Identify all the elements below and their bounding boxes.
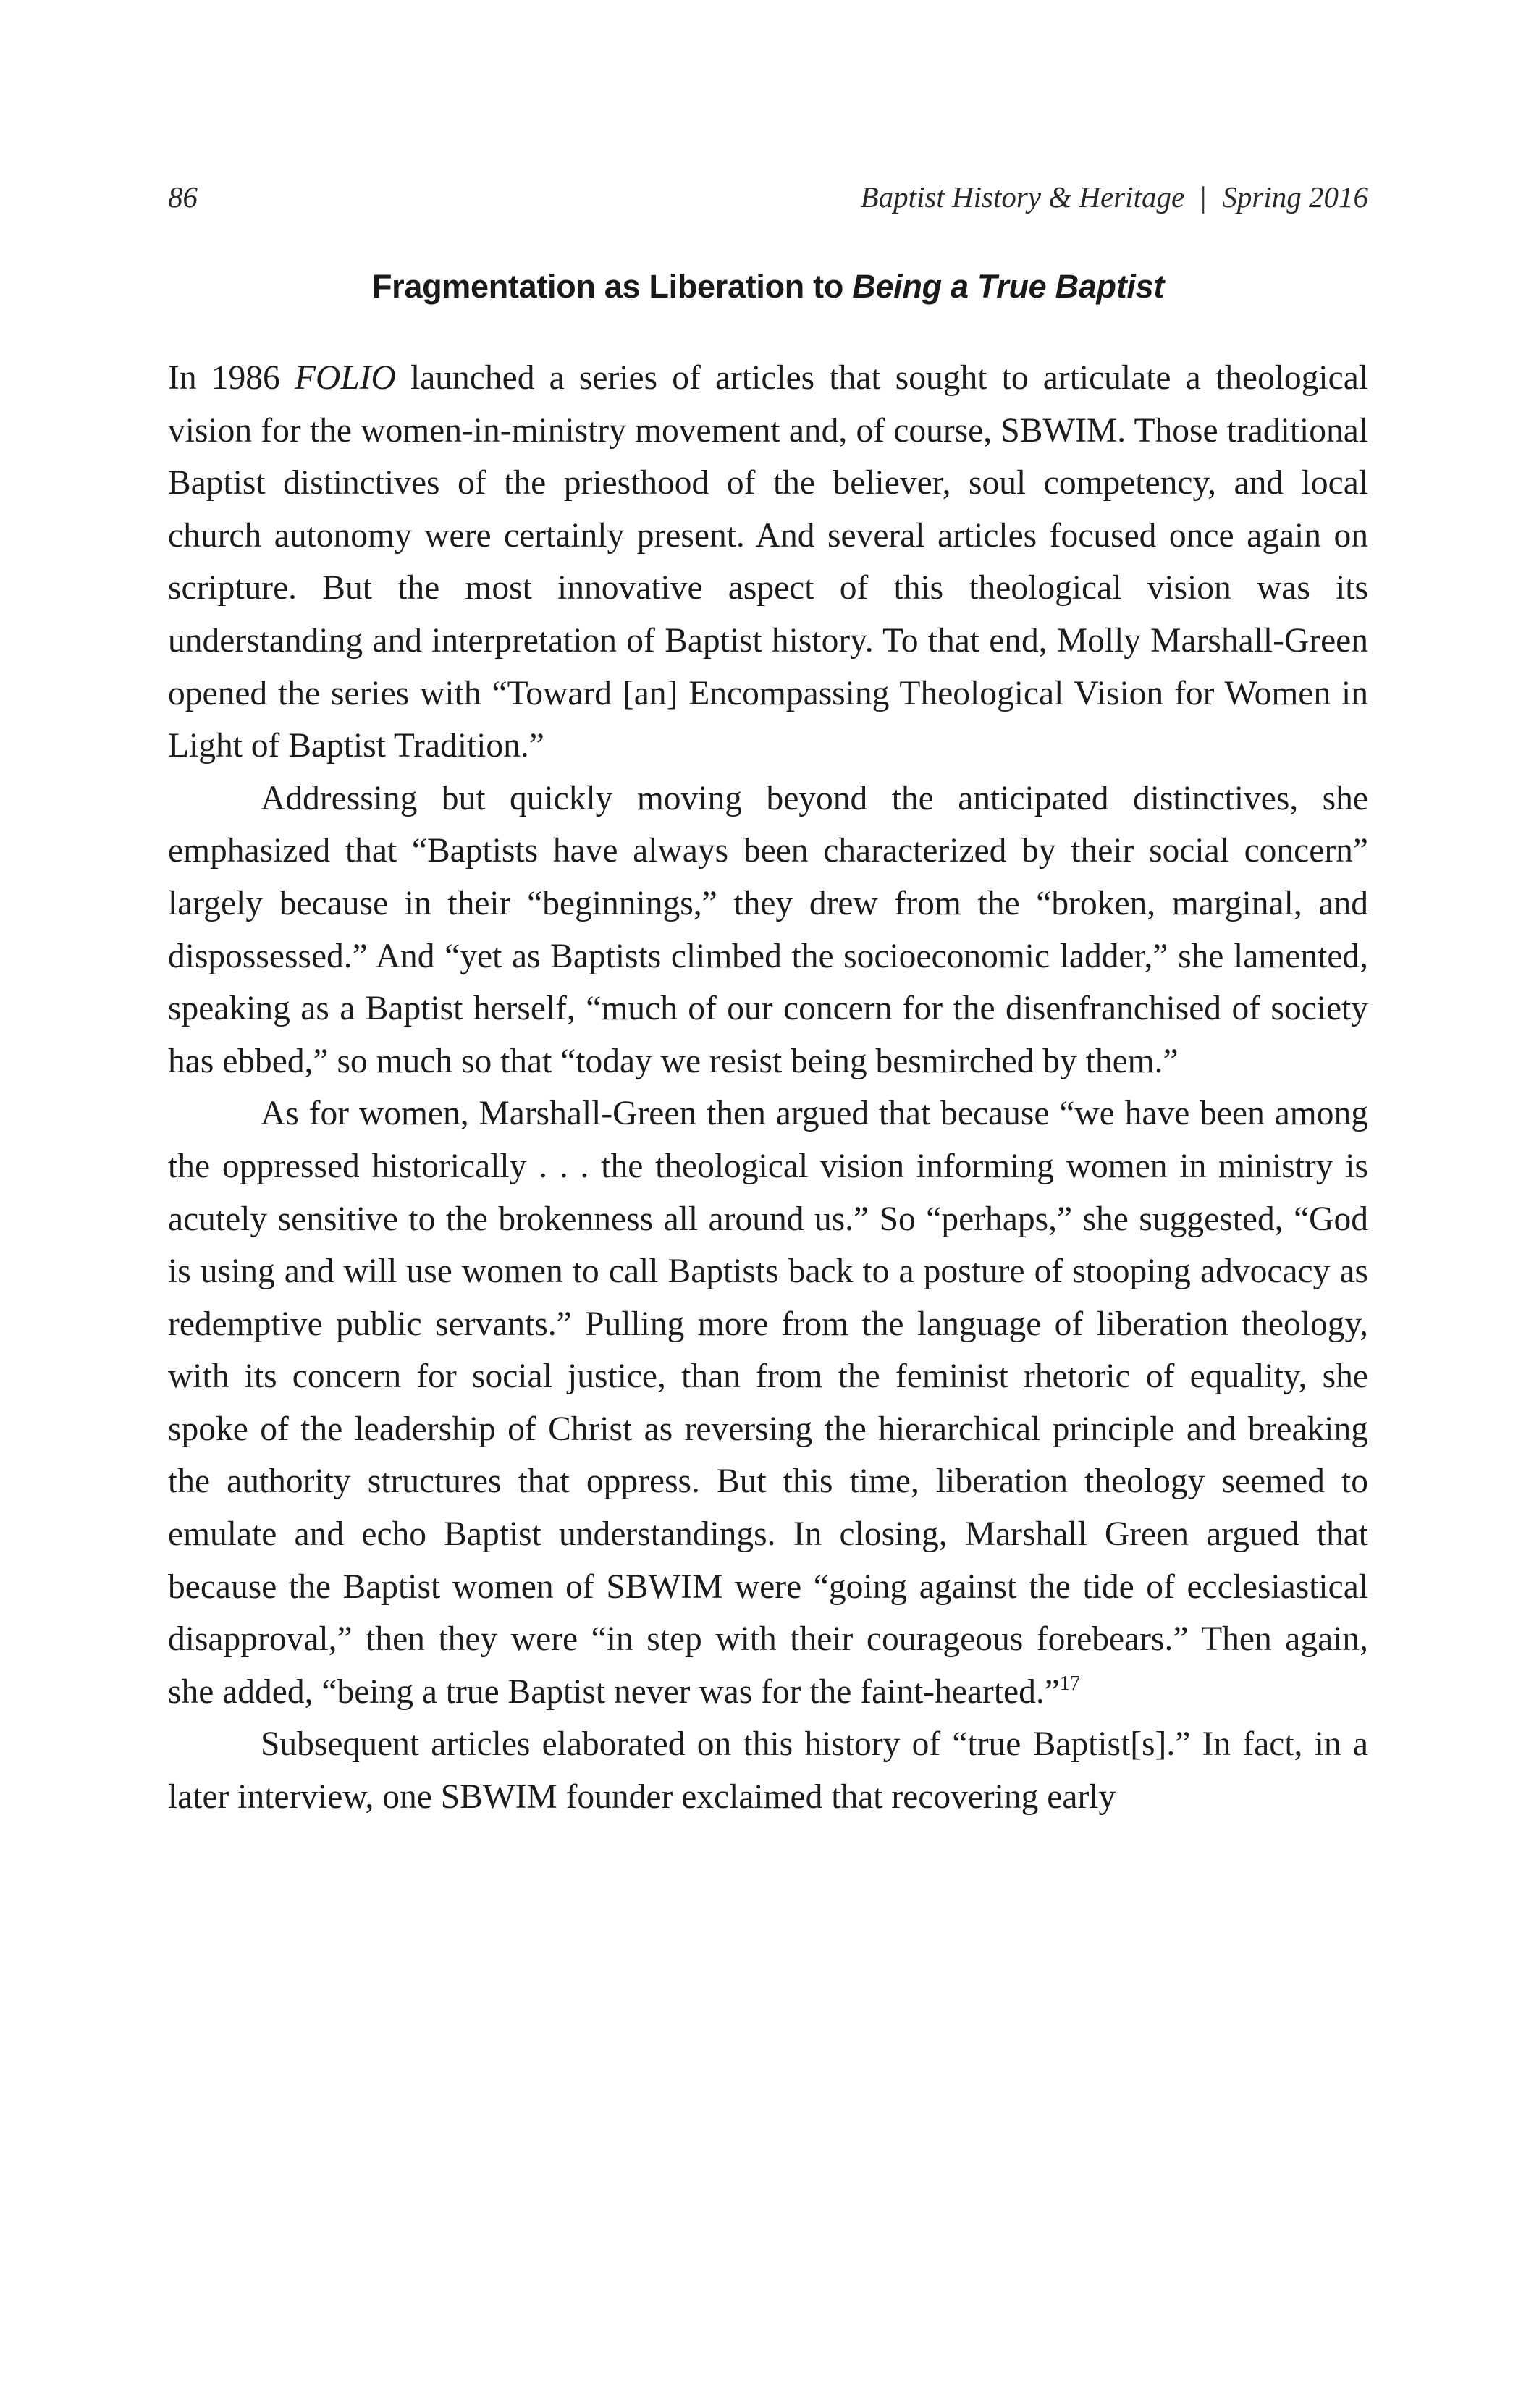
issue-date: Spring 2016 — [1222, 180, 1368, 214]
journal-info — [861, 180, 1368, 214]
section-heading — [168, 268, 1368, 306]
running-head — [168, 180, 1368, 223]
header-separator: | — [1200, 180, 1207, 214]
paragraph-2: Addressing but quickly moving beyond the anticipated distinctives, she emphasized that “Baptists have always been characterized by their social concern” largely because in their “beginnings,” they drew from the “broken, marginal, and dispossessed.” And “yet as Baptists climbed the socioeconomic ladder,” she lamented, speaking as a Baptist herself, “much of our concern for the disenfranchised of society has ebbed,” so much so that “today we resist being besmirched by them.” — [168, 779, 1368, 1080]
paragraph-1 — [168, 352, 1368, 773]
body-text — [168, 352, 1368, 1824]
page-number: 86 — [168, 180, 198, 214]
publication-title: FOLIO — [294, 359, 396, 397]
section-heading-prefix: Fragmentation as Liberation to — [371, 268, 853, 305]
section-heading-emphasis: Being a True Baptist — [852, 268, 1165, 305]
paragraph-3-text: As for women, Marshall-Green then argued that because “we have been among the oppressed historically . . . the theological vision informing women in ministry is acutely sensitive to the brokenness all around us.” So “perhaps,” she suggested, “God is using and will use women to call Baptists back to a posture of stooping advocacy as redemptive public servants.” Pulling more from the language of liberation theology, with its concern for social justice, than from the feminist rhetoric of equality, she spoke of the leadership of Christ as reversing the hierarchical principle and breaking the authority structures that oppress. But this time, liberation theology seemed to emulate and echo Baptist understandings. In closing, Marshall Green argued that because the Baptist women of SBWIM were “going against the tide of ecclesiastical disapproval,” then they were “in step with their courageous forebears.” Then again, she added, “being a true Baptist never was for the faint-hearted.” — [168, 1095, 1368, 1711]
paragraph-4: Subsequent articles elaborated on this history of “true Baptist[s].” In fact, in a later interview, one SBWIM founder exclaimed that recovering early — [168, 1725, 1368, 1816]
paragraph-3 — [168, 1087, 1368, 1718]
journal-title: Baptist History & Heritage — [860, 180, 1185, 214]
footnote-reference[interactable]: 17 — [1059, 1672, 1080, 1695]
paragraph-1-start: In 1986 — [168, 359, 295, 397]
paragraph-1-rest: launched a series of articles that sought to articulate a theological vision for the women-in-ministry movement and, of course, SBWIM. Those traditional Baptist distinctives of the priesthood of the believer, soul competency, and local church autonomy were certainly present. And several articles focused once again on scripture. But the most innovative aspect of this theological vision was its understanding and interpretation of Baptist history. To that end, Molly Marshall-Green opened the series with “Toward [an] Encompassing Theological Vision for Women in Light of Baptist Tradition.” — [168, 359, 1368, 765]
